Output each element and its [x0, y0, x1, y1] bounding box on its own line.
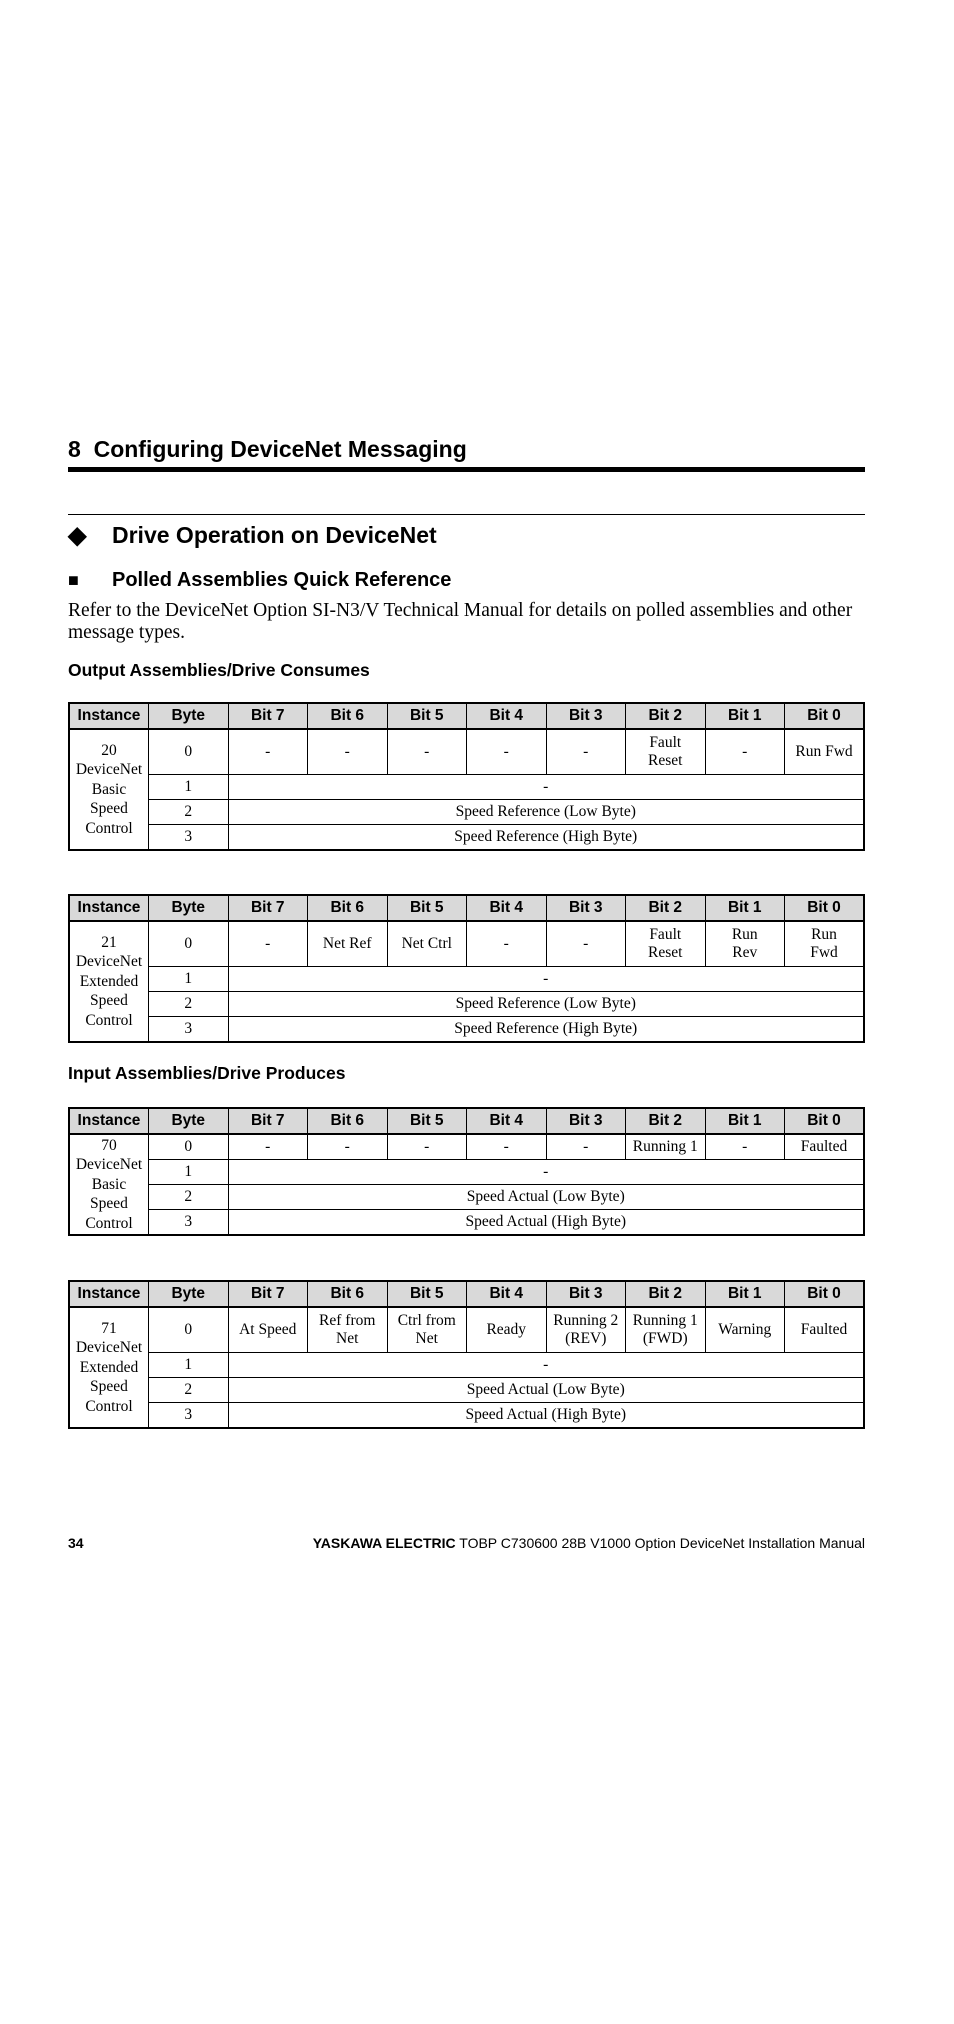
cell-line: Warning	[718, 1321, 772, 1338]
column-header: Bit 3	[546, 1281, 626, 1307]
byte-cell: 0	[149, 1307, 229, 1353]
cell-line: DeviceNet	[75, 1156, 143, 1174]
cell-line: -	[265, 743, 271, 760]
table-row	[69, 800, 864, 825]
cell-line: Ready	[486, 1321, 527, 1338]
column-header: Bit 4	[467, 1281, 547, 1307]
column-header: Bit 3	[546, 1108, 626, 1134]
cell-line: Running 2	[553, 1312, 619, 1329]
bit-cell	[705, 921, 785, 967]
assembly-table-21	[68, 894, 865, 1043]
bit-cell	[705, 1134, 785, 1160]
page-number: 34	[68, 1535, 84, 1551]
column-header: Instance	[69, 895, 149, 921]
cell-line: Net	[415, 1330, 438, 1347]
cell-line: Net Ctrl	[401, 935, 452, 952]
bit-cell	[228, 729, 308, 775]
byte-cell: 0	[149, 1134, 229, 1160]
cell-line: Basic	[91, 780, 127, 798]
column-header: Bit 6	[308, 895, 388, 921]
column-header: Bit 0	[785, 895, 865, 921]
bit-cell	[546, 1307, 626, 1353]
column-header: Bit 0	[785, 1281, 865, 1307]
value-cell: Speed Actual (High Byte)	[228, 1403, 864, 1429]
section-divider	[68, 514, 865, 515]
cell-line: Run	[811, 926, 837, 943]
cell-line: Running 1	[632, 1312, 698, 1329]
section-title: Drive Operation on DeviceNet	[112, 522, 437, 548]
cell-line: At Speed	[239, 1321, 297, 1338]
column-header: Bit 7	[228, 1281, 308, 1307]
bit-cell	[467, 921, 547, 967]
column-header: Instance	[69, 1108, 149, 1134]
table-row	[69, 967, 864, 992]
column-header: Bit 2	[626, 703, 706, 729]
byte-cell: 2	[149, 800, 229, 825]
table-row	[69, 1185, 864, 1210]
bit-cell	[785, 1134, 865, 1160]
value-cell: Speed Reference (High Byte)	[228, 825, 864, 851]
header-row	[69, 895, 864, 921]
cell-line: (FWD)	[642, 1330, 688, 1347]
column-header: Bit 6	[308, 1281, 388, 1307]
bit-cell	[387, 1307, 467, 1353]
bit-cell	[626, 1134, 706, 1160]
cell-line: Fault	[649, 734, 682, 751]
byte-cell: 0	[149, 729, 229, 775]
value-cell: Speed Actual (Low Byte)	[228, 1378, 864, 1403]
cell-line: Running 1	[632, 1138, 698, 1155]
value-cell: Speed Reference (Low Byte)	[228, 800, 864, 825]
cell-line: Control	[85, 1397, 133, 1415]
column-header: Byte	[149, 1108, 229, 1134]
column-header: Bit 3	[546, 703, 626, 729]
subsection-title: Polled Assemblies Quick Reference	[112, 569, 452, 591]
cell-line: Speed	[90, 992, 128, 1010]
bit-cell	[387, 729, 467, 775]
cell-line: Run	[731, 926, 758, 943]
instance-cell	[69, 729, 149, 850]
bit-cell	[467, 1134, 547, 1160]
chapter-heading	[68, 436, 865, 472]
cell-line: Control	[85, 1214, 133, 1232]
column-header: Bit 6	[308, 1108, 388, 1134]
header-row	[69, 1281, 864, 1307]
value-cell: -	[228, 967, 864, 992]
cell-line: -	[583, 1138, 589, 1155]
byte-cell: 3	[149, 1403, 229, 1429]
table-row	[69, 825, 864, 851]
header-row	[69, 703, 864, 729]
table-row	[69, 1307, 864, 1353]
cell-line: 70	[101, 1136, 117, 1154]
cell-line: Net	[336, 1330, 359, 1347]
column-header: Instance	[69, 703, 149, 729]
bit-cell	[546, 1134, 626, 1160]
value-cell: Speed Reference (High Byte)	[228, 1017, 864, 1043]
cell-line: Control	[85, 1011, 133, 1029]
cell-line: -	[503, 743, 509, 760]
cell-line: DeviceNet	[75, 1339, 143, 1357]
column-header: Bit 0	[785, 1108, 865, 1134]
cell-line: Fault	[649, 926, 682, 943]
bit-cell	[546, 921, 626, 967]
cell-line: -	[742, 743, 748, 760]
byte-cell: 1	[149, 775, 229, 800]
column-header: Instance	[69, 1281, 149, 1307]
bit-cell	[785, 729, 865, 775]
bit-cell	[785, 921, 865, 967]
bit-cell	[308, 1307, 388, 1353]
cell-line: Fwd	[810, 944, 838, 961]
cell-line: -	[742, 1138, 748, 1155]
cell-line: Rev	[732, 944, 758, 961]
value-cell: -	[228, 775, 864, 800]
bit-cell	[626, 1307, 706, 1353]
cell-line: DeviceNet	[75, 761, 143, 779]
header-row	[69, 1108, 864, 1134]
cell-line: -	[503, 935, 509, 952]
cell-line: -	[424, 1138, 430, 1155]
column-header: Byte	[149, 1281, 229, 1307]
bit-cell	[626, 921, 706, 967]
cell-line: 21	[101, 933, 117, 951]
table-row	[69, 1017, 864, 1043]
cell-line: -	[583, 935, 589, 952]
byte-cell: 3	[149, 1210, 229, 1236]
byte-cell: 1	[149, 1353, 229, 1378]
cell-line: Faulted	[800, 1321, 848, 1338]
byte-cell: 0	[149, 921, 229, 967]
column-header: Bit 2	[626, 1108, 706, 1134]
diamond-bullet-icon: ◆	[68, 522, 87, 549]
bit-cell	[228, 1134, 308, 1160]
cell-line: -	[344, 1138, 350, 1155]
byte-cell: 2	[149, 1185, 229, 1210]
cell-line: Basic	[91, 1175, 127, 1193]
column-header: Bit 7	[228, 895, 308, 921]
bit-cell	[705, 729, 785, 775]
cell-line: DeviceNet	[75, 953, 143, 971]
cell-line: Reset	[648, 944, 683, 961]
value-cell: Speed Actual (Low Byte)	[228, 1185, 864, 1210]
cell-line: Extended	[79, 1358, 139, 1376]
column-header: Bit 7	[228, 703, 308, 729]
column-header: Bit 5	[387, 895, 467, 921]
column-header: Bit 1	[705, 703, 785, 729]
cell-line: Run Fwd	[795, 743, 853, 760]
value-cell: Speed Reference (Low Byte)	[228, 992, 864, 1017]
cell-line: -	[424, 743, 430, 760]
cell-line: Reset	[648, 752, 683, 769]
byte-cell: 3	[149, 825, 229, 851]
cell-line: -	[583, 743, 589, 760]
table-row	[69, 1353, 864, 1378]
table-row	[69, 1134, 864, 1160]
instance-cell	[69, 1134, 149, 1235]
column-header: Bit 7	[228, 1108, 308, 1134]
bit-cell	[626, 729, 706, 775]
cell-line: -	[503, 1138, 509, 1155]
bit-cell	[705, 1307, 785, 1353]
column-header: Bit 4	[467, 703, 547, 729]
column-header: Bit 0	[785, 703, 865, 729]
cell-line: 20	[101, 741, 117, 759]
bit-cell	[308, 729, 388, 775]
byte-cell: 2	[149, 992, 229, 1017]
cell-line: Faulted	[800, 1138, 848, 1155]
bit-cell	[467, 1307, 547, 1353]
assembly-table-70	[68, 1107, 865, 1236]
intro-paragraph: Refer to the DeviceNet Option SI-N3/V Technical Manual for details on polled assemblies and other message types.	[68, 600, 853, 643]
cell-line: (REV)	[565, 1330, 607, 1347]
cell-line: Ctrl from	[397, 1312, 456, 1329]
byte-cell: 1	[149, 1160, 229, 1185]
cell-line: Control	[85, 819, 133, 837]
column-header: Bit 5	[387, 1108, 467, 1134]
bit-cell	[387, 1134, 467, 1160]
column-header: Bit 1	[705, 1281, 785, 1307]
table-row	[69, 1210, 864, 1236]
cell-line: Speed	[90, 1378, 128, 1396]
instance-cell	[69, 1307, 149, 1428]
column-header: Bit 1	[705, 895, 785, 921]
column-header: Bit 4	[467, 1108, 547, 1134]
footer-document-title	[313, 1534, 865, 1552]
table-row	[69, 1160, 864, 1185]
table-row	[69, 921, 864, 967]
table-row	[69, 729, 864, 775]
table-row	[69, 775, 864, 800]
byte-cell: 1	[149, 967, 229, 992]
input-assemblies-heading: Input Assemblies/Drive Produces	[68, 1063, 346, 1083]
table-row	[69, 992, 864, 1017]
chapter-title: Configuring DeviceNet Messaging	[93, 436, 467, 462]
byte-cell: 3	[149, 1017, 229, 1043]
table-row	[69, 1378, 864, 1403]
column-header: Bit 3	[546, 895, 626, 921]
cell-line: -	[265, 935, 271, 952]
cell-line: -	[265, 1138, 271, 1155]
value-cell: -	[228, 1353, 864, 1378]
square-bullet-icon: ■	[68, 570, 79, 590]
column-header: Byte	[149, 703, 229, 729]
column-header: Bit 6	[308, 703, 388, 729]
instance-cell	[69, 921, 149, 1042]
column-header: Bit 5	[387, 703, 467, 729]
cell-line: Net Ref	[322, 935, 372, 952]
bit-cell	[308, 1134, 388, 1160]
column-header: Bit 2	[626, 895, 706, 921]
footer-brand: YASKAWA ELECTRIC	[312, 1535, 456, 1551]
cell-line: Ref from	[319, 1312, 376, 1329]
bit-cell	[785, 1307, 865, 1353]
cell-line: Speed	[90, 1195, 128, 1213]
value-cell: Speed Actual (High Byte)	[228, 1210, 864, 1236]
section-heading	[68, 520, 437, 551]
cell-line: -	[344, 743, 350, 760]
chapter-number: 8	[68, 436, 81, 462]
bit-cell	[546, 729, 626, 775]
byte-cell: 2	[149, 1378, 229, 1403]
table-row	[69, 1403, 864, 1429]
cell-line: Extended	[79, 972, 139, 990]
bit-cell	[228, 921, 308, 967]
cell-line: 71	[101, 1319, 117, 1337]
output-assemblies-heading: Output Assemblies/Drive Consumes	[68, 660, 370, 680]
footer-doc-name: TOBP C730600 28B V1000 Option DeviceNet Installation Manual	[459, 1535, 865, 1551]
bit-cell	[228, 1307, 308, 1353]
subsection-heading	[68, 566, 451, 594]
bit-cell	[308, 921, 388, 967]
bit-cell	[467, 729, 547, 775]
assembly-table-20	[68, 702, 865, 851]
column-header: Bit 2	[626, 1281, 706, 1307]
bit-cell	[387, 921, 467, 967]
column-header: Byte	[149, 895, 229, 921]
cell-line: Speed	[90, 800, 128, 818]
column-header: Bit 5	[387, 1281, 467, 1307]
column-header: Bit 4	[467, 895, 547, 921]
column-header: Bit 1	[705, 1108, 785, 1134]
assembly-table-71	[68, 1280, 865, 1429]
value-cell: -	[228, 1160, 864, 1185]
